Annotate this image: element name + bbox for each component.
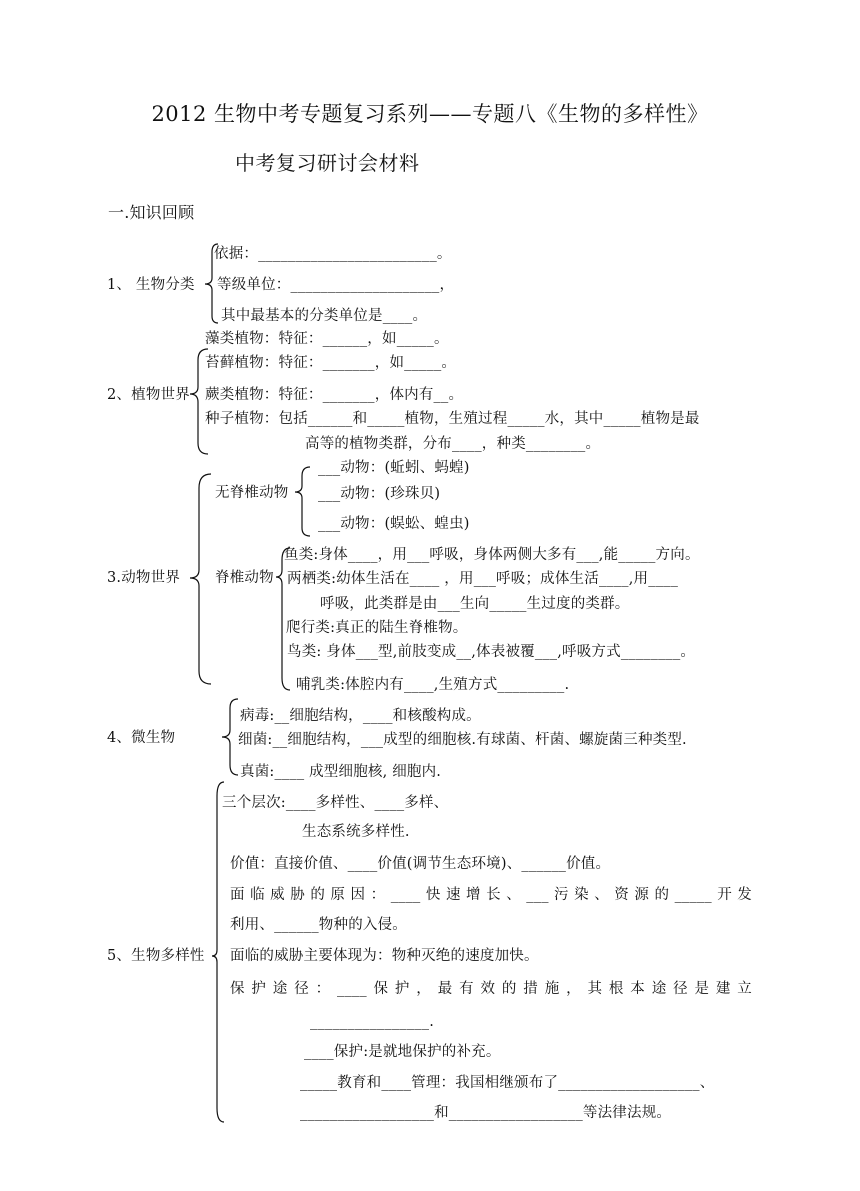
section-heading: 一.知识回顾 [108,203,195,222]
label-classification: 1、 生物分类 [107,277,195,293]
vertebrate-item: 呼吸，此类群是由___生向_____生过度的类群。 [320,596,630,612]
biodiversity-item: __________________和__________________等法律法规。 [300,1105,672,1121]
classification-item: 依据：________________________。 [214,246,452,262]
vertebrate-item: 鸟类: 身体___型,前肢变成__,体表被覆___,呼吸方式________。 [287,644,696,660]
vertebrate-item: 哺乳类:体腔内有____,生殖方式_________. [296,677,570,693]
vertebrate-item: 两栖类:幼体生活在____ ，用___呼吸；成体生活____,用____ [287,571,679,587]
classification-item: 其中最基本的分类单位是____。 [221,308,428,324]
biodiversity-item: 面临的威胁主要体现为：物种灭绝的速度加快。 [230,948,539,964]
label-biodiversity: 5、生物多样性 [107,948,205,964]
biodiversity-item: 面临威胁的原因：____快速增长、___污染、资源的_____开发 [230,887,752,903]
microbe-item: 病毒:__细胞结构，____和核酸构成。 [240,708,481,724]
invertebrate-item: ___动物：(珍珠贝) [318,486,441,502]
biodiversity-item: 利用、______物种的入侵。 [230,917,407,933]
biodiversity-item: ________________. [310,1014,435,1030]
plant-item: 苔藓植物：特征：_______，如_____。 [205,355,457,371]
invertebrate-item: ___动物：(蜈蚣、蝗虫) [318,516,470,532]
plant-item: 蕨类植物：特征：_______，体内有__。 [205,387,464,403]
biodiversity-item: ____保护:是就地保护的补充。 [304,1044,501,1060]
label-plants: 2、植物世界 [107,387,190,403]
brace-invertebrates [295,467,310,536]
microbe-item: 真菌:____ 成型细胞核, 细胞内. [240,764,442,780]
classification-item: 等级单位：____________________， [217,277,455,293]
brace-microbes [222,699,238,775]
document-title: 2012 生物中考专题复习系列——专题八《生物的多样性》 [151,102,709,126]
biodiversity-item: 保护途径：____保护，最有效的措施，其根本途径是建立 [230,981,752,997]
plant-item: 高等的植物类群，分布____，种类________。 [305,436,601,452]
biodiversity-item: _____教育和____管理：我国相继颁布了___________________、 [300,1075,715,1091]
brace-animals [190,474,211,684]
biodiversity-item: 生态系统多样性. [302,824,410,840]
label-invertebrates: 无脊椎动物 [215,485,289,501]
invertebrate-item: ___动物：(蚯蚓、蚂蝗) [318,460,470,476]
brace-biodiversity [212,782,224,1122]
plant-item: 藻类植物：特征：______，如_____。 [205,331,449,347]
biodiversity-item: 价值：直接价值、____价值(调节生态环境)、______价值。 [230,856,611,872]
label-microbes: 4、微生物 [107,730,176,746]
biodiversity-item: 三个层次:____多样性、____多样、 [222,795,449,811]
microbe-item: 细菌:__细胞结构，___成型的细胞核.有球菌、杆菌、螺旋菌三种类型. [238,732,687,748]
vertebrate-item: 鱼类:身体____，用___呼吸，身体两侧大多有___,能_____方向。 [284,547,700,563]
document-subtitle: 中考复习研讨会材料 [235,151,420,175]
label-animals: 3.动物世界 [107,570,181,586]
plant-item: 种子植物：包括______和_____植物，生殖过程_____水，其中_____植物是最 [205,411,700,427]
vertebrate-item: 爬行类:真正的陆生脊椎物。 [286,620,468,636]
label-vertebrates: 脊椎动物 [215,570,274,586]
